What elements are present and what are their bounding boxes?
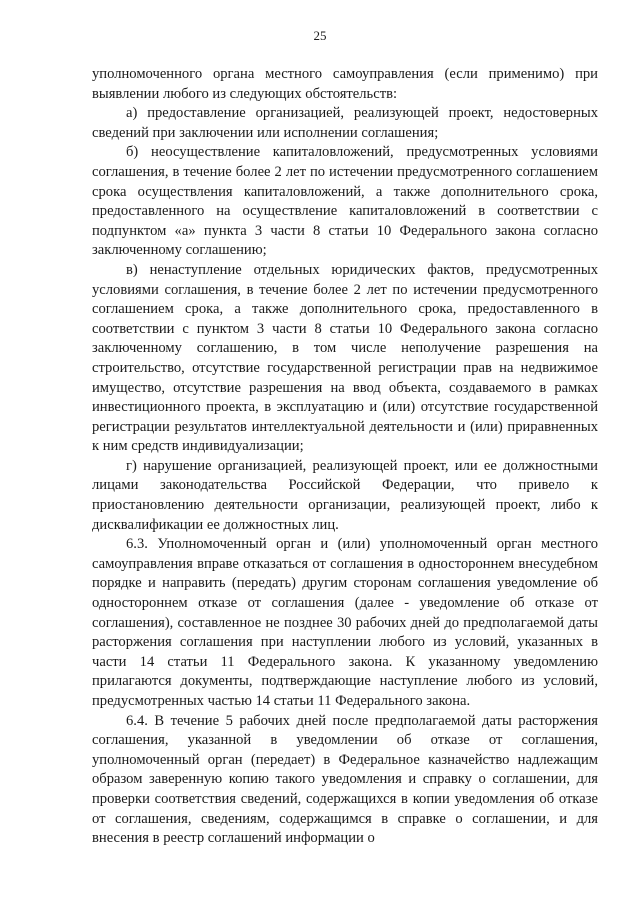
document-body — [92, 65, 598, 849]
paragraph-6-4: 6.4. В течение 5 рабочих дней после предполагаемой даты расторжения соглашения, указанной в уведомлении об отказе от соглашения, уполномоченный орган (передает) в Федеральное казначейство надлежащим образом заверенную копию такого уведомления и справку о соглашении, для проверки соответствия сведений, содержащихся в копии уведомления об отказе от соглашения, сведениям, содержащимся в справке о соглашении, и для внесения в реестр соглашений информации о — [92, 712, 598, 847]
paragraph-continuation: уполномоченного органа местного самоуправления (если применимо) при выявлении любого из следующих обстоятельств: — [92, 66, 598, 102]
paragraph-item-v: в) ненаступление отдельных юридических фактов, предусмотренных условиями соглашения, в течение более 2 лет по истечении предусмотренного соглашением срока, а также дополнительного срока, предоставленного в соответствии с пунктом 3 части 8 статьи 10 Федерального закона согласно заключенному соглашению, в том числе неполучение разрешения на строительство, отсутствие государственной регистрации прав на недвижимое имущество, отсутствие разрешения на ввод объекта, создаваемого в рамках инвестиционного проекта, в эксплуатацию и (или) отсутствие государственной регистрации результатов интеллектуальной деятельности и (или) приравненных к ним средств индивидуализации; — [92, 261, 598, 455]
paragraph-item-g: г) нарушение организацией, реализующей проект, или ее должностными лицами законодательства Российской Федерации, что привело к приостановлению деятельности организации, реализующей проект, либо к дисквалификации ее должностных лиц. — [92, 457, 598, 533]
paragraph-6-3: 6.3. Уполномоченный орган и (или) уполномоченный орган местного самоуправления вправе отказаться от соглашения в одностороннем внесудебном порядке и направить (передать) другим сторонам соглашения уведомление об одностороннем отказе от соглашения (далее - уведомление об отказе от соглашения), составленное не позднее 30 рабочих дней до предполагаемой даты расторжения соглашения при наступлении любого из условий, указанных в части 14 статьи 11 Федерального закона. К указанному уведомлению прилагаются документы, подтверждающие наступление любого из условий, предусмотренных частью 14 статьи 11 Федерального закона. — [92, 536, 598, 709]
paragraph-item-a: а) предоставление организацией, реализующей проект, недостоверных сведений при заключении или исполнении соглашения; — [92, 105, 598, 141]
page-number: 25 — [313, 28, 327, 43]
paragraph-item-b: б) неосуществление капиталовложений, предусмотренных условиями соглашения, в течение более 2 лет по истечении предусмотренного соглашением срока осуществления капиталовложений, а также дополнительного срока, предоставленного на осуществление капиталовложений в соответствии с подпунктом «а» пункта 3 части 8 статьи 10 Федерального закона согласно заключенному соглашению; — [92, 144, 598, 259]
